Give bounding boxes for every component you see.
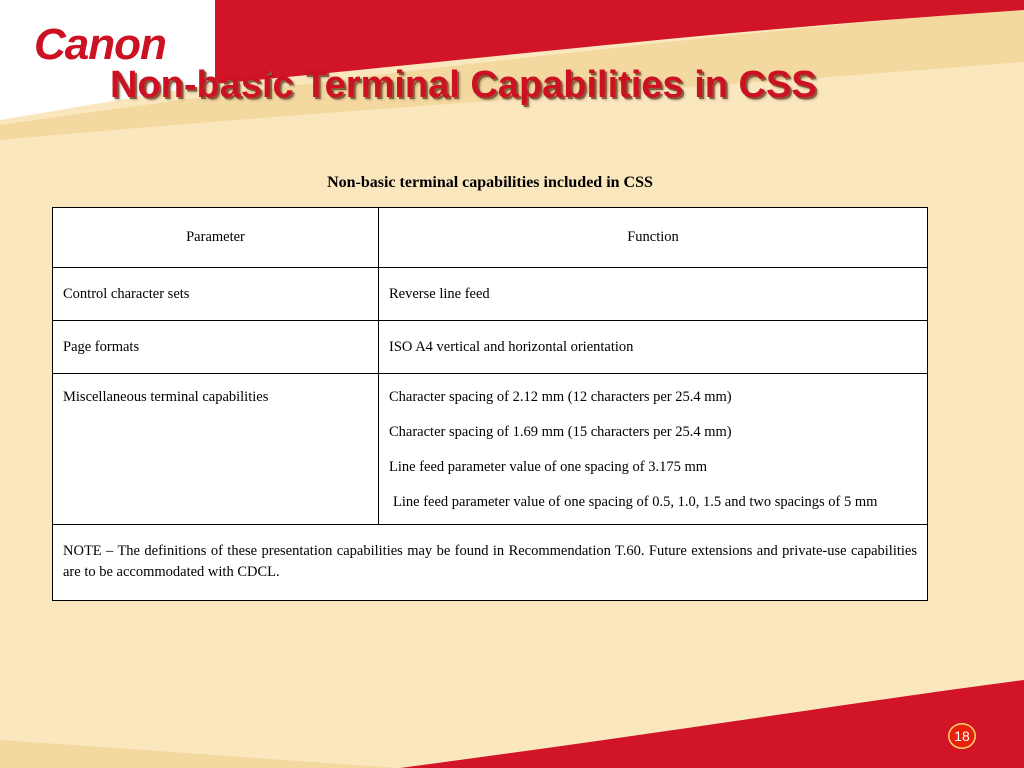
- function-line: Line feed parameter value of one spacing of 3.175 mm: [389, 459, 708, 475]
- header-function: Function: [379, 208, 928, 268]
- table-caption: Non-basic terminal capabilities included in CSS: [327, 174, 653, 191]
- parameter-cell: Miscellaneous terminal capabilities: [53, 374, 379, 525]
- page-number-badge: 18: [948, 723, 976, 749]
- function-cell: Reverse line feed: [379, 268, 928, 321]
- function-line: Line feed parameter value of one spacing of 0.5, 1.0, 1.5 and two spacings of 5 mm: [393, 494, 878, 510]
- table-note: NOTE – The definitions of these presentation capabilities may be found in Recommendation T.60. Future extensions and private-use capabilities are to be accommodated with CDCL.: [53, 525, 928, 601]
- header-parameter: Parameter: [53, 208, 379, 268]
- slide-title: Non-basic Terminal Capabilities in CSS: [110, 64, 817, 106]
- canon-logo: Canon: [34, 20, 166, 69]
- table-row: [53, 268, 928, 321]
- table-row: [53, 321, 928, 374]
- function-line: Character spacing of 1.69 mm (15 characters per 25.4 mm): [389, 424, 732, 440]
- parameter-cell: Control character sets: [53, 268, 379, 321]
- table-note-row: [53, 525, 928, 601]
- parameter-cell: Page formats: [53, 321, 379, 374]
- function-cell: ISO A4 vertical and horizontal orientation: [379, 321, 928, 374]
- capabilities-table: [52, 207, 928, 601]
- table-header-row: [53, 208, 928, 268]
- table-row: [53, 374, 928, 525]
- function-line: Character spacing of 2.12 mm (12 characters per 25.4 mm): [389, 389, 732, 405]
- function-cell: [379, 374, 928, 525]
